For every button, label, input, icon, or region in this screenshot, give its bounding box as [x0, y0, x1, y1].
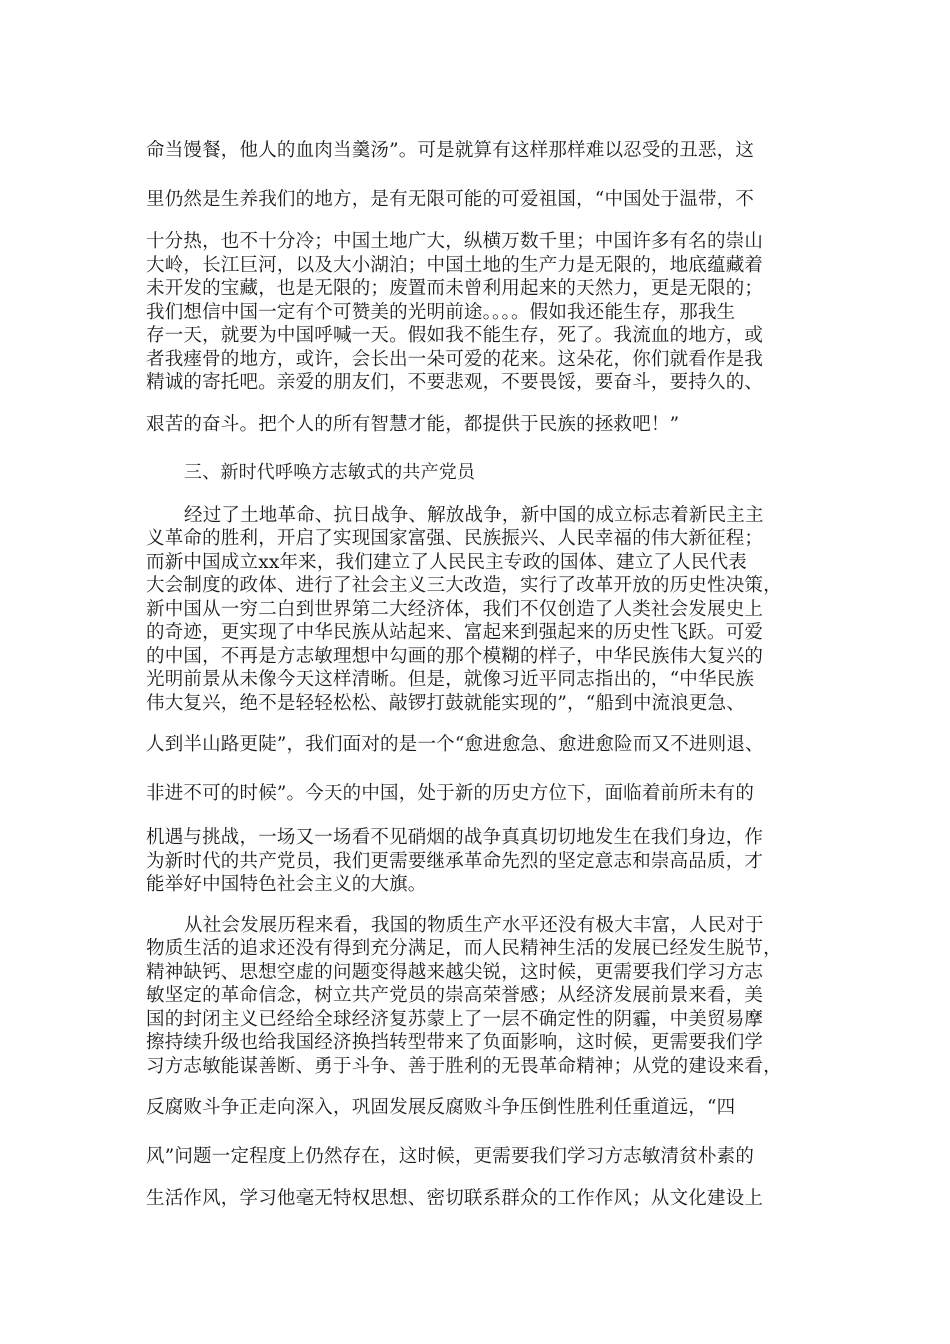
paragraph-2-line-14: 能举好中国特色社会主义的大旗。 [146, 874, 427, 895]
paragraph-3-line-5: 国的封闭主义已经给全球经济复苏蒙上了一层不确定性的阴霾，中美贸易摩 [146, 1009, 764, 1030]
paragraph-2-line-7: 的中国，不再是方志敏理想中勾画的那个模糊的样子，中华民族伟大复兴的 [146, 646, 764, 667]
paragraph-1-line-1: 命当馒餐，他人的血肉当羹汤”。可是就算有这样那样难以忍受的丑恶，这 [146, 140, 755, 161]
paragraph-1-line-2: 里仍然是生养我们的地方，是有无限可能的可爱祖国，“中国处于温带，不 [146, 189, 755, 210]
paragraph-2-line-4: 大会制度的政体、进行了社会主义三大改造，实行了改革开放的历史性决策， [146, 575, 782, 596]
paragraph-2-line-8: 光明前景从未像今天这样清晰。但是，就像习近平同志指出的，“中华民族 [146, 669, 755, 690]
section-heading: 三、新时代呼唤方志敏式的共产党员 [184, 462, 476, 483]
paragraph-2-line-5: 新中国从一穷二白到世界第二大经济体，我们不仅创造了人类社会发展史上 [146, 599, 764, 620]
paragraph-2-line-9: 伟大复兴，绝不是轻轻松松、敲锣打鼓就能实现的”，“船到中流浪更急、 [146, 693, 746, 714]
paragraph-1-line-3: 十分热，也不十分冷；中国土地广大，纵横万数千里；中国许多有名的崇山 [146, 231, 764, 252]
paragraph-2-line-2: 义革命的胜利，开启了实现国家富强、民族振兴、人民幸福的伟大新征程； [146, 528, 764, 549]
paragraph-1-line-8: 者我瘗骨的地方，或许，会长出一朵可爱的花来。这朵花，你们就看作是我 [146, 349, 764, 370]
paragraph-2-line-12: 机遇与挑战，一场又一场看不见硝烟的战争真真切切地发生在我们身边，作 [146, 827, 764, 848]
paragraph-3-line-10: 生活作风，学习他毫无特权思想、密切联系群众的工作作风；从文化建设上 [146, 1188, 764, 1209]
paragraph-1-line-5: 未开发的宝藏，也是无限的；废置而未曾利用起来的天然力，更是无限的； [146, 278, 764, 299]
paragraph-2-line-10: 人到半山路更陡”，我们面对的是一个“愈进愈急、愈进愈险而又不进则退、 [146, 734, 764, 755]
paragraph-1-line-10: 艰苦的奋斗。把个人的所有智慧才能，都提供于民族的拯救吧！” [146, 414, 680, 435]
paragraph-3-line-7: 习方志敏能谋善断、勇于斗争、善于胜利的无畏革命精神；从党的建设来看， [146, 1056, 782, 1077]
paragraph-3-line-6: 擦持续升级也给我国经济换挡转型带来了负面影响，这时候，更需要我们学 [146, 1032, 764, 1053]
paragraph-3-line-9: 风”问题一定程度上仍然存在，这时候，更需要我们学习方志敏清贫朴素的 [146, 1146, 755, 1167]
paragraph-3-line-2: 物质生活的追求还没有得到充分满足，而人民精神生活的发展已经发生脱节， [146, 938, 782, 959]
paragraph-2-line-3: 而新中国成立xx年来，我们建立了人民民主专政的国体、建立了人民代表 [146, 552, 747, 573]
paragraph-3-line-4: 敏坚定的革命信念，树立共产党员的崇高荣誉感；从经济发展前景来看，美 [146, 985, 764, 1006]
paragraph-2-line-1: 经过了土地革命、抗日战争、解放战争，新中国的成立标志着新民主主 [184, 505, 764, 526]
paragraph-3-line-8: 反腐败斗争正走向深入，巩固发展反腐败斗争压倒性胜利任重道远，“四 [146, 1097, 736, 1118]
paragraph-1-line-9: 精诚的寄托吧。亲爱的朋友们，不要悲观，不要畏馁，要奋斗，要持久的、 [146, 372, 764, 393]
paragraph-1-line-4: 大岭，长江巨河，以及大小湖泊；中国土地的生产力是无限的，地底蕴藏着 [146, 255, 764, 276]
paragraph-2-line-6: 的奇迹，更实现了中华民族从站起来、富起来到强起来的历史性飞跃。可爱 [146, 622, 764, 643]
paragraph-2-line-11: 非进不可的时候”。今天的中国，处于新的历史方位下，面临着前所未有的 [146, 783, 755, 804]
paragraph-1-line-6: 我们想信中国一定有个可赞美的光明前途。。。。假如我还能生存，那我生 [146, 302, 736, 323]
paragraph-3-line-1: 从社会发展历程来看，我国的物质生产水平还没有极大丰富，人民对于 [184, 915, 764, 936]
paragraph-2-line-13: 为新时代的共产党员，我们更需要继承革命先烈的坚定意志和崇高品质，才 [146, 851, 764, 872]
paragraph-3-line-3: 精神缺钙、思想空虚的问题变得越来越尖锐，这时候，更需要我们学习方志 [146, 962, 764, 983]
paragraph-1-line-7: 存一天，就要为中国呼喊一天。假如我不能生存，死了。我流血的地方，或 [146, 325, 764, 346]
